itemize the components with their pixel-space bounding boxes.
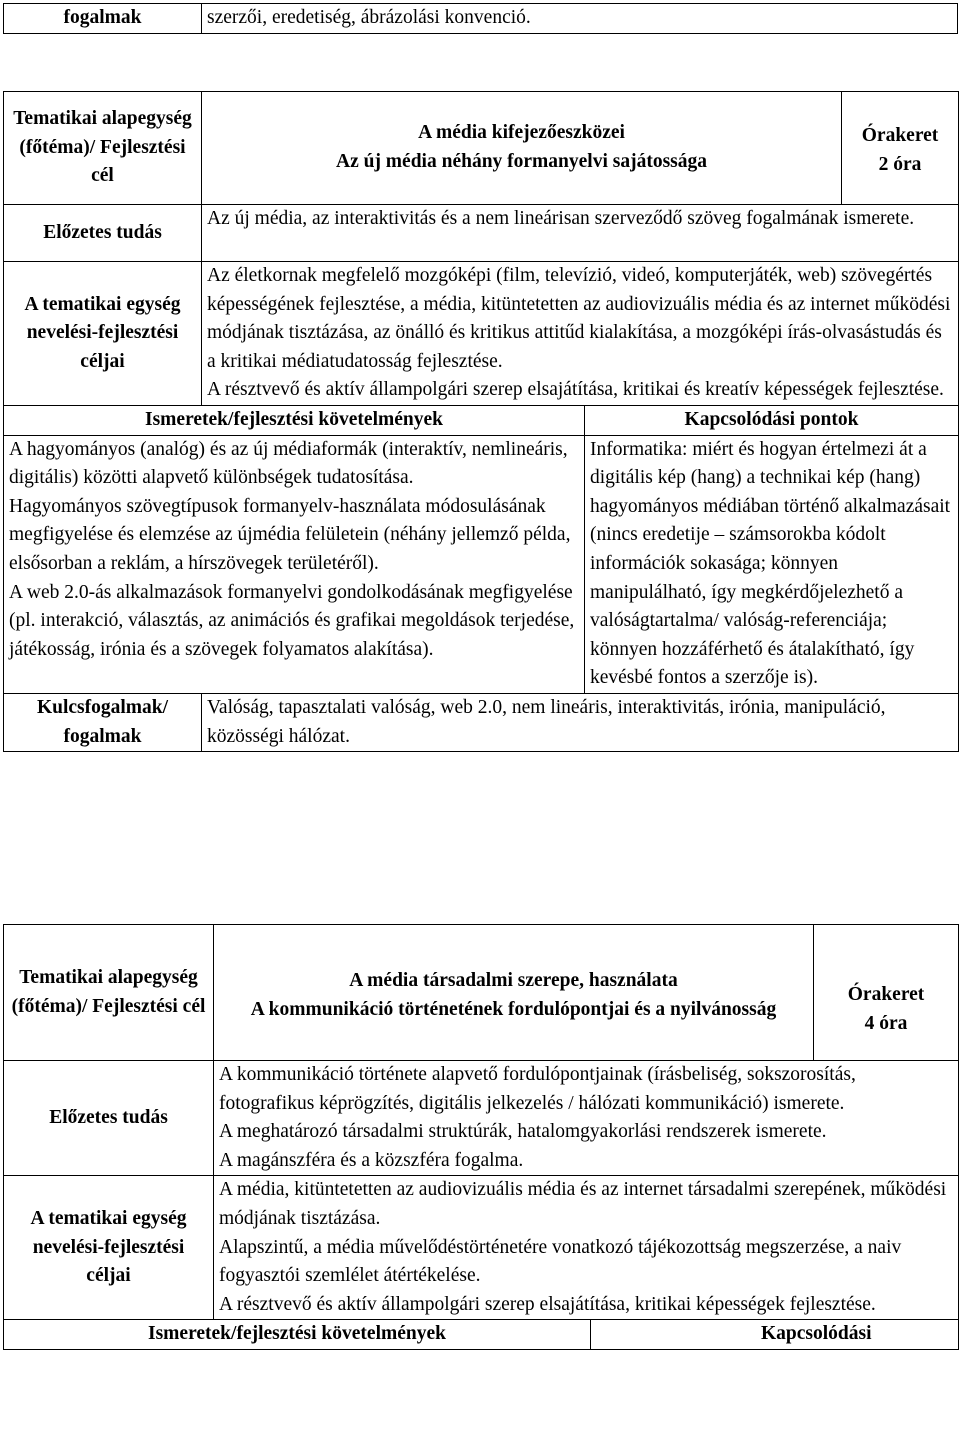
section1-goals-p2: A résztvevő és aktív állampolgári szerep elsajátítása, kritikai és kreatív képességek fejlesztése. bbox=[207, 379, 944, 401]
section2-goals-p1: A média, kitüntetetten az audiovizuális média és az internet társadalmi szerepének, működési módjának tisztázása. bbox=[219, 1179, 947, 1229]
section2-unit-label: Tematikai alapegység (főtéma)/ Fejlesztési cél bbox=[4, 925, 214, 1061]
section2-goals-p2: Alapszintű, a média művelődéstörténetére vonatkozó tájékozottság megszerzése, a naiv fogyasztói szemlélet átértékelése. bbox=[219, 1236, 902, 1287]
section1-conn-header: Kapcsolódási pontok bbox=[585, 405, 959, 435]
section1-key-text: Valóság, tapasztalati valóság, web 2.0, nem lineáris, interaktivitás, irónia, manipuláció, közösségi hálózat. bbox=[202, 693, 959, 751]
section1-prior-text: Az új média, az interaktivitás és a nem lineárisan szerveződő szöveg fogalmának ismerete. bbox=[202, 205, 959, 262]
section1-key-label-line2: fogalmak bbox=[63, 725, 142, 747]
section1-req-p2: Hagyományos szövegtípusok formanyelv-használata módosulásának megfigyelése és elemzése az újmédia felületein (néhány jellemző példa, elsősorban a reklám, a hírszövegek területéről). bbox=[9, 495, 571, 574]
section1-requirements bbox=[4, 435, 585, 693]
section1-req-p3: A web 2.0-ás alkalmazások formanyelvi gondolkodásának megfigyelése (pl. interakció, választás, az animációs és grafikai megoldások terjedése, játékosság, irónia és a szövegek folyamatos alakítása). bbox=[9, 581, 575, 660]
section1-hours-label: Órakeret bbox=[861, 125, 939, 146]
section2-subheader-row bbox=[4, 1320, 959, 1350]
section2-prior-label: Előzetes tudás bbox=[4, 1061, 214, 1176]
section1-title-line2: Az új média néhány formanyelvi sajátossága bbox=[335, 151, 708, 172]
section2-prior-row bbox=[4, 1061, 959, 1176]
section2-conn-header: Kapcsolódási bbox=[591, 1320, 959, 1350]
section1-connections: Informatika: miért és hogyan értelmezi át a digitális kép (hang) a technikai kép (hang) hagyományos médiában történő alkalmazásait (nincs eredetije – számsorokba kódolt információk sokasága; könnyen manipulálható, így megkérdőjelezhető a valóságtartalma/ valóság-referenciája; könnyen hozzáférhető és átalakítható, így kevésbé fontos a szerzője is). bbox=[585, 435, 959, 693]
section1-goals-p1: Az életkornak megfelelő mozgóképi (film, televízió, videó, komputerjáték, web) szövegértés képességének fejlesztése, a média, kitüntetetten az audiovizuális média és az internet működési módjának tisztázása, az önálló és kritikus attitűd kialakítása, a mozgóképi írás-olvasástudás és a kritikai médiatudatosság fejlesztése. bbox=[207, 265, 951, 372]
section1-unit-label: Tematikai alapegység (főtéma)/ Fejlesztési cél bbox=[4, 92, 202, 205]
section1-hours bbox=[842, 92, 959, 205]
section1-keywords-row bbox=[4, 693, 959, 751]
section1-hours-value: 2 óra bbox=[878, 153, 922, 175]
section2-title bbox=[214, 925, 814, 1061]
section1-goals bbox=[202, 262, 959, 406]
section1-req-p1: A hagyományos (analóg) és az új médiaformák (interaktív, nemlineáris, digitális) közötti alapvető különbségek tudatosítása. bbox=[9, 438, 568, 489]
section2-header-row bbox=[4, 925, 959, 1061]
concepts-text: szerzői, eredetiség, ábrázolási konvenció. bbox=[202, 4, 958, 34]
section1-goals-label: A tematikai egység nevelési-fejlesztési céljai bbox=[4, 262, 202, 406]
section2-goals-row bbox=[4, 1176, 959, 1320]
section2-goals-label: A tematikai egység nevelési-fejlesztési céljai bbox=[4, 1176, 214, 1320]
section1-prior-row bbox=[4, 205, 959, 262]
section2-hours-value: 4 óra bbox=[864, 1012, 908, 1034]
section2-prior bbox=[214, 1061, 959, 1176]
section2-req-header: Ismeretek/fejlesztési követelmények bbox=[4, 1320, 591, 1350]
section2-title-line2: A kommunikáció történetének fordulópontjai és a nyilvánosság bbox=[250, 998, 777, 1020]
section1-goals-row bbox=[4, 262, 959, 406]
section2-prior-p2: A meghatározó társadalmi struktúrák, hatalomgyakorlási rendszerek ismerete. bbox=[219, 1121, 827, 1143]
section1-key-label-line1: Kulcsfogalmak/ bbox=[36, 696, 169, 718]
section1-title-line1: A média kifejezőeszközei bbox=[418, 122, 625, 144]
section2-table bbox=[3, 924, 959, 1350]
section1-table bbox=[3, 91, 959, 752]
section2-prior-p1: A kommunikáció története alapvető fordulópontjainak (írásbeliség, sokszorosítás, fotografikus képrögzítés, digitális jelkezelés / hálózati kommunikáció) ismerete. bbox=[219, 1064, 856, 1114]
section1-prior-label: Előzetes tudás bbox=[4, 205, 202, 262]
top-fragment-table bbox=[3, 3, 958, 34]
section2-goals-p3: A résztvevő és aktív állampolgári szerep elsajátítása, kritikai képességek fejlesztése. bbox=[219, 1293, 876, 1315]
concepts-label: fogalmak bbox=[4, 4, 202, 34]
section1-subheader-row bbox=[4, 405, 959, 435]
section1-key-label bbox=[4, 693, 202, 751]
section1-content-row bbox=[4, 435, 959, 693]
section2-hours bbox=[814, 925, 959, 1061]
section2-hours-label: Órakeret bbox=[847, 984, 925, 1005]
section2-prior-p3: A magánszféra és a közszféra fogalma. bbox=[219, 1149, 524, 1171]
section2-title-line1: A média társadalmi szerepe, használata bbox=[349, 970, 678, 991]
section1-header-row bbox=[4, 92, 959, 205]
section1-req-header: Ismeretek/fejlesztési követelmények bbox=[4, 405, 585, 435]
section1-title bbox=[202, 92, 842, 205]
concepts-row bbox=[4, 4, 958, 34]
section2-goals bbox=[214, 1176, 959, 1320]
